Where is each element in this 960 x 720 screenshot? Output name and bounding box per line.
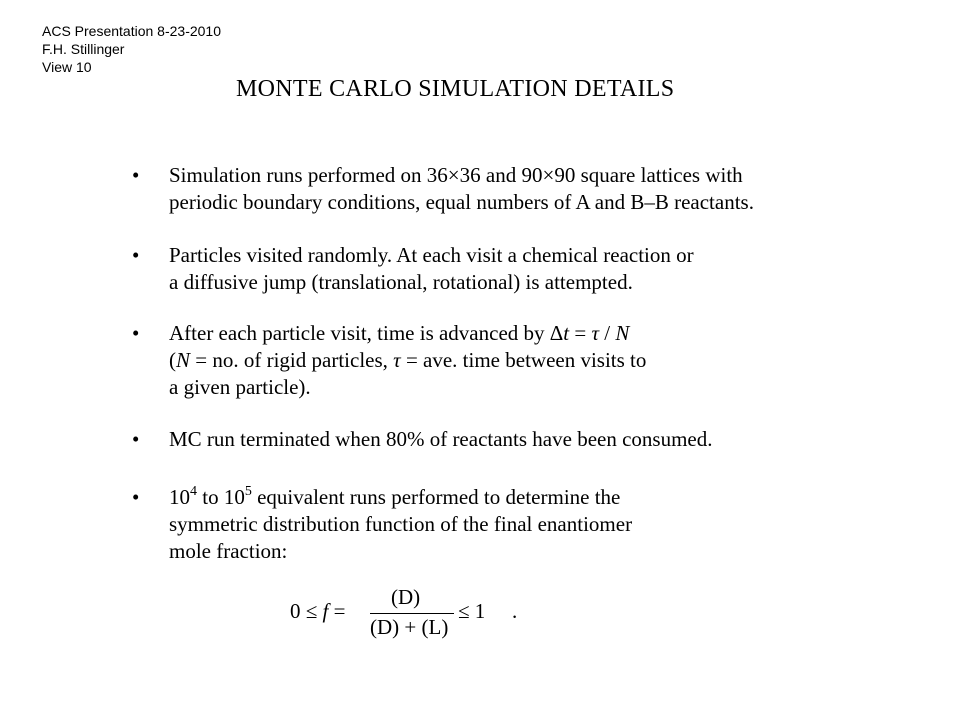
bullet-line: mole fraction:: [169, 539, 288, 563]
bullet-dot-icon: •: [132, 163, 140, 187]
header-line-view: View 10: [42, 59, 92, 75]
formula-denominator: (D) + (L): [370, 615, 449, 639]
bullet-line: $10^4$ to $10^5$ equivalent runs performed to determine the: [169, 484, 621, 509]
bullet-line: Particles visited randomly. At each visit a chemical reaction or: [169, 243, 694, 267]
formula-left: 0 ≤ f =: [290, 599, 346, 623]
bullet-line: periodic boundary conditions, equal numbers of A and B–B reactants.: [169, 190, 754, 214]
slide-header: [42, 22, 221, 76]
fraction-bar: [370, 613, 454, 614]
bullet-line: a given particle).: [169, 375, 311, 399]
time-step-equation: Δt = τ / N: [549, 321, 630, 345]
bullet-line: (N = no. of rigid particles, τ = ave. time between visits to: [169, 348, 647, 372]
slide-title: MONTE CARLO SIMULATION DETAILS: [236, 76, 675, 102]
bullet-dot-icon: •: [132, 427, 140, 451]
bullet-dot-icon: •: [132, 243, 140, 267]
formula-right: ≤ 1: [458, 599, 486, 623]
bullet-line: a diffusive jump (translational, rotational) is attempted.: [169, 270, 633, 294]
bullet-line: symmetric distribution function of the final enantiomer: [169, 512, 633, 536]
header-line-presentation: ACS Presentation 8-23-2010: [42, 23, 221, 39]
formula-numerator: (D): [391, 585, 421, 609]
bullet-dot-icon: •: [132, 321, 140, 345]
header-line-author: F.H. Stillinger: [42, 41, 125, 57]
bullet-line: Simulation runs performed on 36×36 and 90×90 square lattices with: [169, 163, 743, 187]
bullet-line: MC run terminated when 80% of reactants have been consumed.: [169, 427, 713, 451]
formula-end-period: .: [512, 599, 518, 623]
bullet-dot-icon: •: [132, 485, 140, 509]
bullet-line: After each particle visit, time is advanced by Δt = τ / N: [169, 321, 630, 345]
